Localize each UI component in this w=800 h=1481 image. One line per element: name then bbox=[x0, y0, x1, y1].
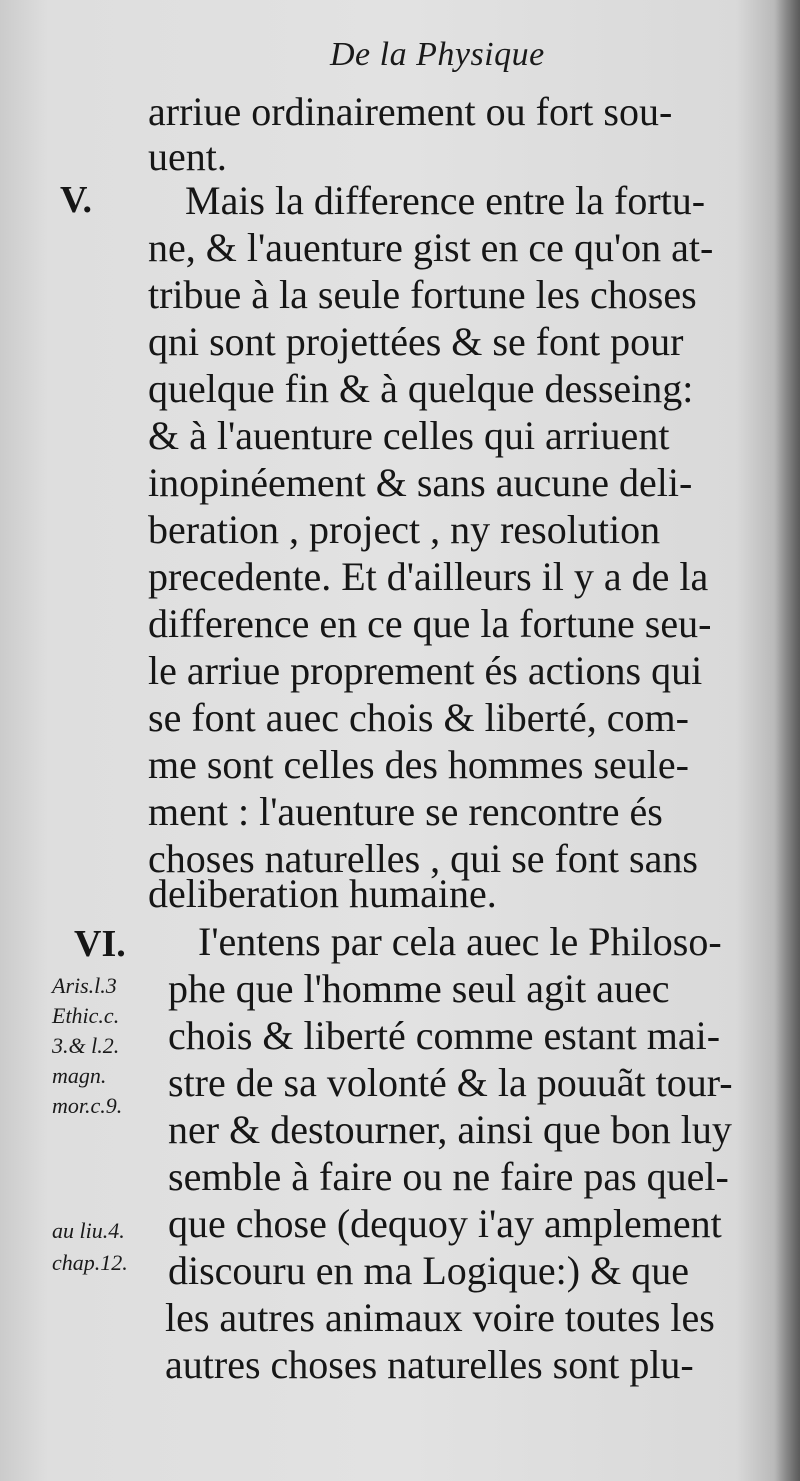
text-line: stre de sa volonté & la pouuãt tour- bbox=[168, 1060, 733, 1105]
text-line: semble à faire ou ne faire pas quel- bbox=[168, 1154, 729, 1199]
text-line: tribue à la seule fortune les choses bbox=[148, 272, 697, 317]
text-line: chois & liberté comme estant mai- bbox=[168, 1013, 721, 1058]
text-line: arriue ordinairement ou fort sou- bbox=[148, 89, 673, 134]
margin-note: mor.c.9. bbox=[52, 1093, 123, 1118]
running-head: De la Physique bbox=[330, 36, 545, 73]
section-mark-v: V. bbox=[60, 179, 93, 221]
text-line: ne, & l'auenture gist en ce qu'on at- bbox=[148, 225, 714, 270]
margin-note: Aris.l.3 bbox=[52, 973, 117, 998]
text-line: beration , project , ny resolution bbox=[148, 507, 661, 552]
text-line: inopinéement & sans aucune deli- bbox=[148, 460, 693, 505]
text-line: discouru en ma Logique:) & que bbox=[168, 1248, 689, 1293]
margin-note: Ethic.c. bbox=[52, 1003, 120, 1028]
text-line: qni sont projettées & se font pour bbox=[148, 319, 684, 364]
text-line: que chose (dequoy i'ay amplement bbox=[168, 1201, 722, 1246]
text-line: precedente. Et d'ailleurs il y a de la bbox=[148, 554, 709, 599]
text-line: I'entens par cela auec le Philoso- bbox=[198, 919, 722, 964]
text-line: les autres animaux voire toutes les bbox=[165, 1295, 715, 1340]
text-line: choses naturelles , qui se font sans bbox=[148, 836, 698, 881]
text-line: ment : l'auenture se rencontre és bbox=[148, 789, 663, 834]
text-line: autres choses naturelles sont plu- bbox=[165, 1342, 694, 1387]
margin-note: au liu.4. bbox=[52, 1218, 125, 1243]
margin-note: chap.12. bbox=[52, 1250, 128, 1275]
text-line: phe que l'homme seul agit auec bbox=[168, 966, 670, 1011]
text-line: deliberation humaine. bbox=[148, 871, 497, 916]
text-line: & à l'auenture celles qui arriuent bbox=[148, 413, 670, 458]
text-line: difference en ce que la fortune seu- bbox=[148, 601, 712, 646]
text-line: se font auec chois & liberté, com- bbox=[148, 695, 689, 740]
text-line: le arriue proprement és actions qui bbox=[148, 648, 703, 693]
margin-note: 3.& l.2. bbox=[52, 1033, 120, 1058]
text-line: me sont celles des hommes seule- bbox=[148, 742, 689, 787]
text-line: Mais la difference entre la fortu- bbox=[185, 178, 706, 223]
section-mark-vi: VI. bbox=[74, 923, 126, 965]
page-edge-shadow bbox=[774, 0, 800, 1481]
text-line: ner & destourner, ainsi que bon luy bbox=[168, 1107, 732, 1152]
text-line: uent. bbox=[148, 134, 227, 179]
margin-note: magn. bbox=[52, 1063, 107, 1088]
text-line: quelque fin & à quelque desseing: bbox=[148, 366, 694, 411]
